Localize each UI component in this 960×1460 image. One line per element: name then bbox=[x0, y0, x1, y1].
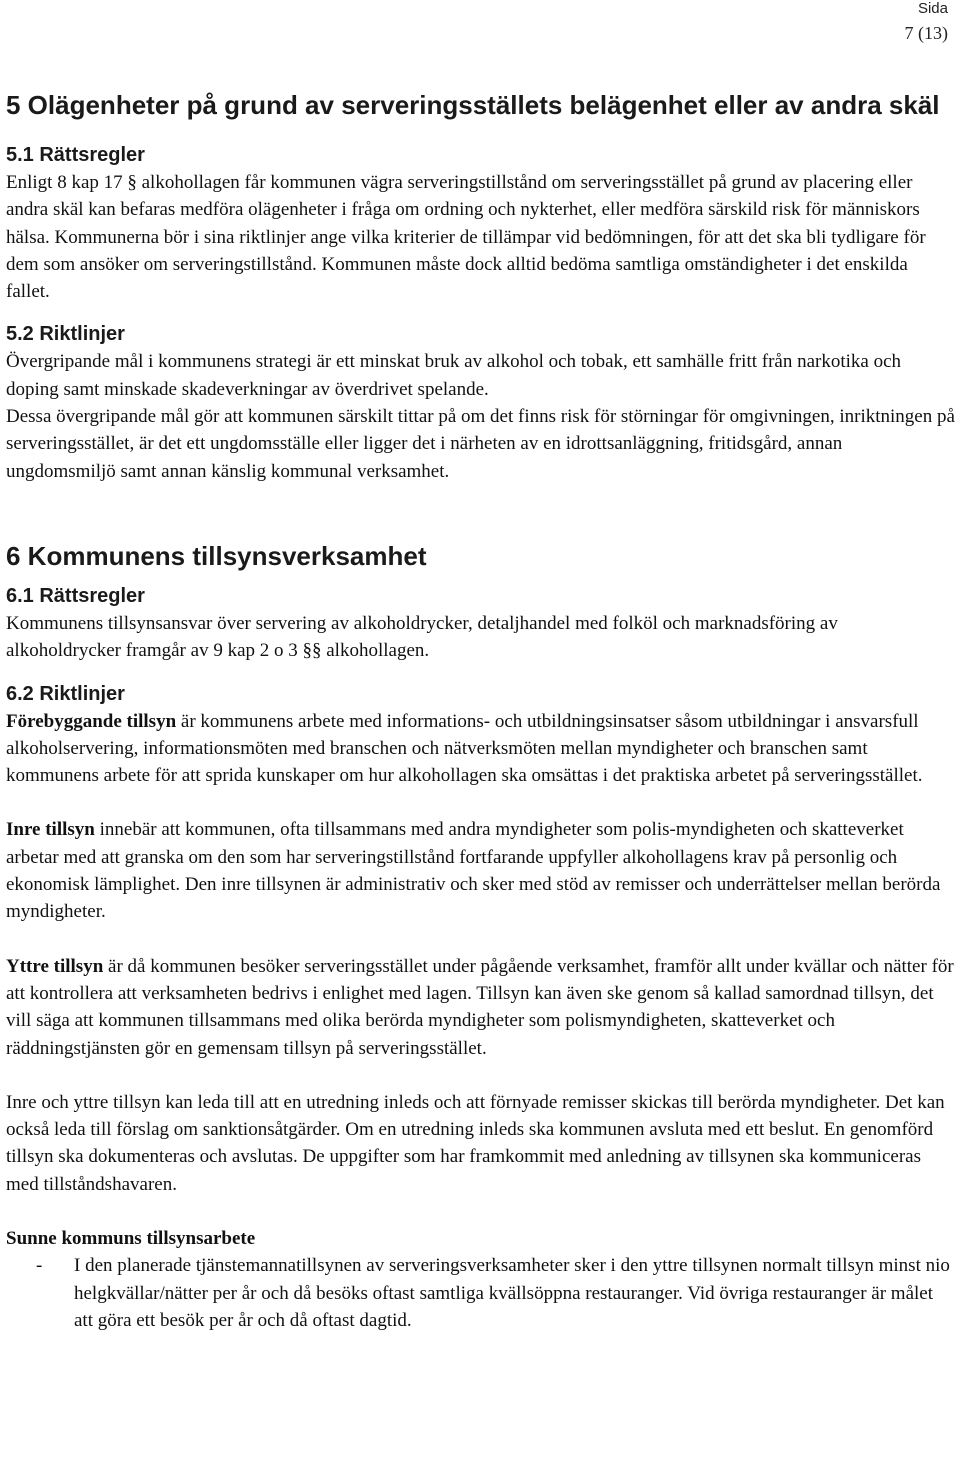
sunne-supervision-heading: Sunne kommuns tillsynsarbete bbox=[6, 1228, 256, 1250]
list-dash: - bbox=[36, 1255, 43, 1277]
section-5-1-text: Enligt 8 kap 17 § alkohollagen får kommunen vägra serveringstillstånd om serveringsstället på grund av placering eller andra skäl kan befaras medföra olägenheter i fråga om ordning och nykterhet, eller medföra särskild risk för människors hälsa. Kommunerna bör i sina riktlinjer ange vilka kriterier de tillämpar vid bedömningen, för att det ska bli tydligare för dem som ansöker om serveringstillstånd. Kommunen måste dock alltid bedöma samtliga omständigheter i det enskilda fallet. bbox=[6, 172, 926, 303]
document-body bbox=[6, 88, 956, 1334]
section-5-2-text-2: Dessa övergripande mål gör att kommunen särskilt tittar på om det finns risk för störningar för omgivningen, inriktningen på serveringsstället, är det ett ungdomsställe eller ligger det i närheten av en idrottsanläggning, fritidsgård, annan ungdomsmiljö samt annan känslig kommunal verksamhet. bbox=[6, 406, 955, 482]
section-6-1-text: Kommunens tillsynsansvar över servering av alkoholdrycker, detaljhandel med folköl och marknadsföring av alkoholdrycker framgår av 9 kap 2 o 3 §§ alkohollagen. bbox=[6, 612, 838, 662]
section-5-1-heading: 5.1 Rättsregler bbox=[6, 144, 145, 166]
preventive-supervision-term: Förebyggande tillsyn bbox=[6, 710, 177, 732]
section-6-heading: 6 Kommunens tillsynsverksamhet bbox=[6, 540, 427, 571]
internal-supervision-term: Inre tillsyn bbox=[6, 819, 95, 841]
internal-supervision-paragraph bbox=[6, 816, 956, 925]
external-supervision-paragraph bbox=[6, 953, 956, 1062]
sunne-supervision-list bbox=[6, 1252, 956, 1334]
supervision-outcome-paragraph: Inre och yttre tillsyn kan leda till att en utredning inleds och att förnyade remisser skickas till berörda myndigheter. Det kan också leda till förslag om sanktionsåtgärder. Om en utredning inleds ska kommunen avsluta med ett beslut. En genomförd tillsyn ska dokumenteras och avslutas. De uppgifter som har framkommit med anledning av tillsynen ska kommuniceras med tillståndshavaren. bbox=[6, 1091, 945, 1195]
page-number bbox=[905, 0, 949, 44]
preventive-supervision-text: är kommunens arbete med informations- och utbildningsinsatser såsom utbildningar i ansvarsfull alkoholservering, informationsmöten med branschen och nätverksmöten mellan myndigheter och branschen samt kommunens arbete för att sprida kunskaper om hur alkohollagen ska omsättas i det praktiska arbetet på serveringsstället. bbox=[6, 710, 923, 787]
section-5-2-heading: 5.2 Riktlinjer bbox=[6, 323, 125, 346]
section-6-1-heading: 6.1 Rättsregler bbox=[6, 584, 145, 607]
external-supervision-term: Yttre tillsyn bbox=[6, 955, 104, 977]
section-5-2-text-1: Övergripande mål i kommunens strategi är ett minskat bruk av alkohol och tobak, ett samhälle fritt från narkotika och doping samt minskade skadeverkningar av överdrivet spelande. bbox=[6, 351, 902, 400]
page-count: 7 (13) bbox=[904, 23, 948, 43]
list-item bbox=[6, 1252, 956, 1334]
external-supervision-text: är då kommunen besöker serveringsstället under pågående verksamhet, framför allt under kvällar och nätter för att kontrollera att verksamheten bedrivs i enlighet med lagen. Tillsyn kan även ske genom så kallad samordnad tillsyn, det vill säga att kommunen tillsammans med olika berörda myndigheter som polismyndigheten, skatteverket och räddningstjänsten gör en gemensam tillsyn på serveringsstället. bbox=[6, 955, 954, 1059]
page-label: Sida bbox=[917, 0, 948, 17]
list-item-text: I den planerade tjänstemannatillsynen av serveringsverksamheter sker i den yttre tillsynen normalt tillsyn minst nio helgkvällar/nätter per år och då besöks oftast samtliga kvällsöppna restauranger. Vid övriga restauranger är målet att göra ett besök per år och då oftast dagtid. bbox=[74, 1255, 950, 1331]
preventive-supervision-paragraph bbox=[6, 708, 956, 790]
section-6-2-heading: 6.2 Riktlinjer bbox=[6, 682, 125, 705]
internal-supervision-text: innebär att kommunen, ofta tillsammans med andra myndigheter som polis-myndigheten och skatteverket arbetar med att granska om den som har serveringstillstånd fortfarande uppfyller alkohollagens krav på personlig och ekonomisk lämplighet. Den inre tillsynen är administrativ och sker med stöd av remisser och underrättelser mellan berörda myndigheter. bbox=[6, 819, 941, 923]
section-5-heading: 5 Olägenheter på grund av serveringsställets belägenhet eller av andra skäl bbox=[6, 90, 940, 120]
